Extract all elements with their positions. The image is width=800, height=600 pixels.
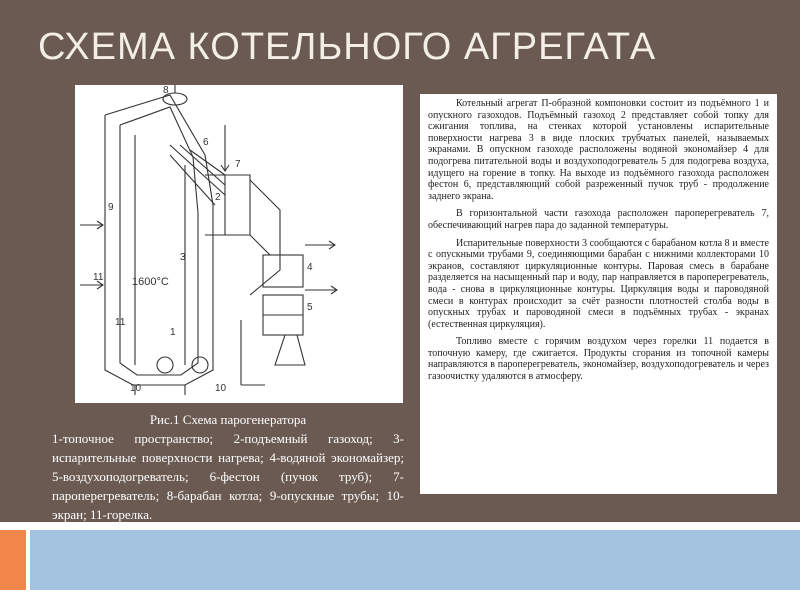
- label-4: 4: [307, 262, 313, 273]
- label-8: 8: [163, 85, 169, 96]
- superheater: [205, 175, 250, 235]
- footer-accent-orange: [0, 530, 26, 590]
- label-1: 1: [170, 327, 176, 338]
- collector-legs: [135, 385, 185, 395]
- label-9: 9: [108, 202, 114, 213]
- label-5: 5: [307, 302, 313, 313]
- second-pass-inner: [250, 235, 270, 255]
- air-pipe: [241, 320, 265, 385]
- label-7: 7: [235, 159, 241, 170]
- paragraph-2: В горизонтальной части газохода расположен пароперегреватель 7, обеспечивающий нагрев пара до заданной температуры.: [428, 208, 769, 231]
- paragraph-1: Котельный агрегат П-образной компоновки состоит из подъёмного 1 и опускного газоходов. Подъёмный газоход 2 представляет собой топку для сжигания топлива, на стенках которой установлены испарительные поверхности нагрева 3 в виде плоских трубчатых панелей, называемых экранами. В опускном газоходе расположены водяной экономайзер 4 для подогрева питательной воды и воздухоподогреватель 5 для подогрева воздуха, идущего на горение в топку. На выходе из подъёмного газохода расположен фестон 6, представляющий собой разреженный пучок труб - продолжение заднего экрана.: [428, 98, 769, 202]
- paragraph-4: Топливо вместе с горячим воздухом через горелки 11 подается в топочную камеру, где сжигается. Продукты сгорания из топочной камеры направляются в пароперегреватель, экономайзер, воздухоподогреватель и через газоочистку удаляются в атмосферу.: [428, 336, 769, 383]
- economizer: [263, 255, 303, 287]
- label-11a: 11: [93, 272, 104, 283]
- boiler-schematic: [75, 85, 403, 403]
- burner-left: [157, 357, 173, 373]
- arrow-out-right-2: [305, 286, 337, 294]
- caption-legend: 1-топочное пространство; 2-подъемный газоход; 3-испарительные поверхности нагрева; 4-водяной экономайзер; 5-воздухоподогреватель; 6-фестон (пучок труб); 7-пароперегреватель; 8-барабан котла; 9-опускные трубы; 10-экран; 11-горелка.: [52, 431, 404, 522]
- label-2: 2: [215, 192, 221, 203]
- description-text: [420, 94, 777, 494]
- label-6: 6: [203, 137, 209, 148]
- slide-title: СХЕМА КОТЕЛЬНОГО АГРЕГАТА: [38, 26, 657, 68]
- second-pass: [250, 180, 280, 295]
- label-temperature: 1600°С: [132, 276, 169, 288]
- footer-accent-blue: [30, 530, 800, 590]
- label-10b: 10: [215, 383, 227, 394]
- arrow-out-right: [305, 241, 335, 249]
- arrow-in-left: [80, 221, 103, 229]
- paragraph-3: Испарительные поверхности 3 сообщаются с барабаном котла 8 и вместе с опускными трубами 9, соединяющими барабан с нижними коллекторами 10 экранов, составляют циркуляционные контуры. Паровая смесь в барабане разделяется на насыщенный пар и воду, пар направляется в пароперегреватель, вода - снова в циркуляционные контуры. Циркуляция воды и пароводяной смеси в контурах происходит за счёт разности плотностей столба воды в опускных трубах и пароводяной смеси в подъёмных трубах - экранах (естественная циркуляция).: [428, 237, 769, 330]
- boiler-diagram: [75, 85, 403, 403]
- label-11b: 11: [115, 317, 126, 328]
- figure-caption: [52, 410, 404, 524]
- label-3: 3: [180, 252, 186, 263]
- ash-hopper: [275, 335, 305, 365]
- caption-title: Рис.1 Схема парогенератора: [149, 412, 307, 427]
- furnace-inner: [120, 125, 198, 375]
- arrow-steam: [221, 125, 229, 171]
- label-10a: 10: [130, 383, 142, 394]
